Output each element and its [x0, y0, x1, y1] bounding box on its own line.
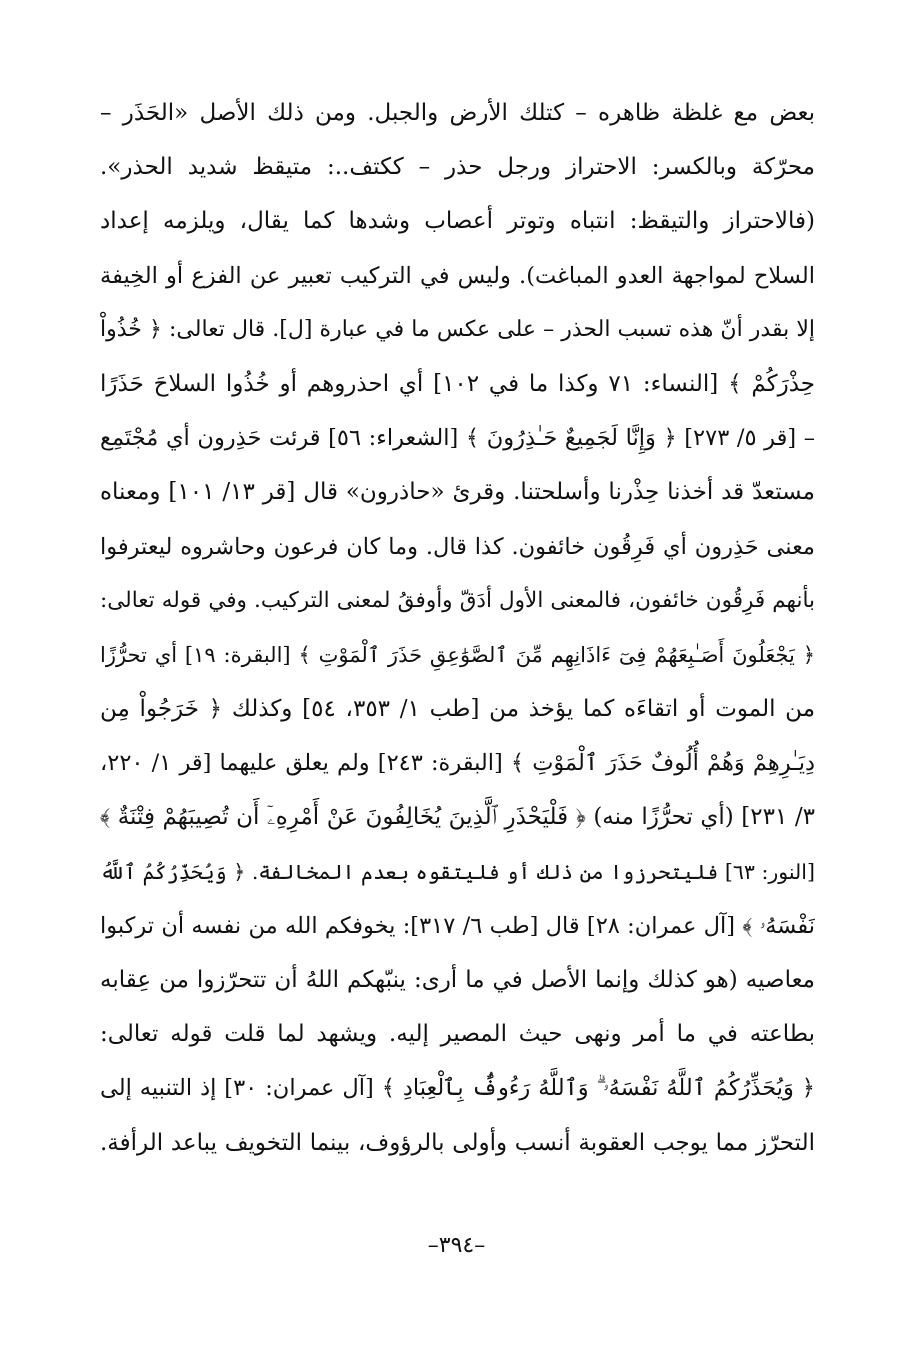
text-line: إلا بقدر أنّ هذه تسبب الحذر – على عكس ما في عبارة [ل]. قال تعالى: ﴿ خُذُواْ [100, 316, 815, 342]
text-line: نَفْسَهُۥ ﴾ [آل عمران: ٢٨] قال [طب ٦/ ٣١٧]: يخوفكم الله من نفسه أن تركبوا [100, 912, 815, 939]
text-line: مستعدّ قد أخذنا حِذْرنا وأسلحتنا. وقرئ «حاذرون» قال [قر ١٣/ ١٠١] ومعناه [100, 479, 815, 506]
text-line: – [قر ٥/ ٢٧٣] ﴿ وَإِنَّا لَجَمِيعٌ حَـٰذِرُونَ ﴾ [الشعراء: ٥٦] قرئت حَذِرون أي مُجْتَمِع [100, 425, 815, 452]
text-line: معنى حَذِرون أي فَرِقُون خائفون. كذا قال. وما كان فرعون وحاشروه ليعترفوا [100, 533, 815, 560]
text-line: بأنهم فَرِقُون خائفون، فالمعنى الأول أدَقّ وأوفقُ لمعنى التركيب. وفي قوله تعالى: [100, 587, 815, 613]
text-line: حِذْرَكُمْ ﴾ [النساء: ٧١ وكذا ما في ١٠٢] أي احذروهم أو خُذُوا السلاحَ حَذَرًا [100, 370, 815, 397]
text-line: بطاعته في ما أمر ونهى حيث المصير إليه. ويشهد لما قلت قوله تعالى: [100, 1021, 815, 1048]
text-line: ﴿ وَيُحَذِّرُكُمُ ٱللَّهُ نَفْسَهُۥ ۗ وَٱللَّهُ رَءُوفٌۢ بِٱلْعِبَادِ ﴾ [آل عمران: ٣٠] إذ التنبيه إلى [100, 1075, 815, 1102]
text-line: معاصيه (هو كذلك وإنما الأصل في ما أرى: ينبّهكم اللهُ أن تتحرّزوا من عِقابه [100, 967, 815, 993]
text-line: ﴿ يَجْعَلُونَ أَصَـٰبِعَهُمْ فِىٓ ءَاذَانِهِم مِّنَ ٱلصَّوَٰعِقِ حَذَرَ ٱلْمَوْتِ ﴾ [البقرة: ١٩] أي تحرُّزًا [100, 642, 815, 667]
text-line: ٣/ ٢٣١] (أي تحرُّزًا منه) ﴿ فَلْيَحْذَرِ ٱلَّذِينَ يُخَالِفُونَ عَنْ أَمْرِهِۦٓ أَن تُصِيبَهُمْ فِتْنَةٌ ﴾ [100, 804, 815, 831]
text-line: بعض مع غلظة ظاهره – كتلك الأرض والجبل. ومن ذلك الأصل «الحَذَر – [100, 100, 815, 126]
text-line: التحرّز مما يوجب العقوبة أنسب وأولى بالرؤوف، بينما التخويف يباعد الرأفة. [100, 1129, 815, 1156]
body-text [100, 86, 815, 1170]
text-line: (فالاحتراز والتيقظ: انتباه وتوتر أعصاب وشدها كما يقال، ويلزمه إعداد [100, 208, 815, 235]
text-line: [النور: ٦٣] فليتحرزوا من ذلك أو فليتقوه بعدم المخالفة. ﴿ وَيُحَذِّرُكُمُ ٱللَّهُ [100, 859, 815, 884]
page-number: –٣٩٤– [427, 1233, 486, 1258]
text-line: من الموت أو اتقاءَه كما يؤخذ من [طب ١/ ٣٥٣، ٥٤] وكذلك ﴿ خَرَجُواْ مِن [100, 696, 815, 723]
text-line: السلاح لمواجهة العدو المباغت). وليس في التركيب تعبير عن الفزع أو الخِيفة [100, 262, 815, 289]
text-line: محرّكة وبالكسر: الاحتراز ورجل حذر – ككتف..: متيقظ شديد الحذر». [100, 154, 815, 181]
text-line: دِيَـٰرِهِمْ وَهُمْ أُلُوفٌ حَذَرَ ٱلْمَوْتِ ﴾ [البقرة: ٢٤٣] ولم يعلق عليهما [قر ١/ ٢٢٠، [100, 750, 815, 777]
